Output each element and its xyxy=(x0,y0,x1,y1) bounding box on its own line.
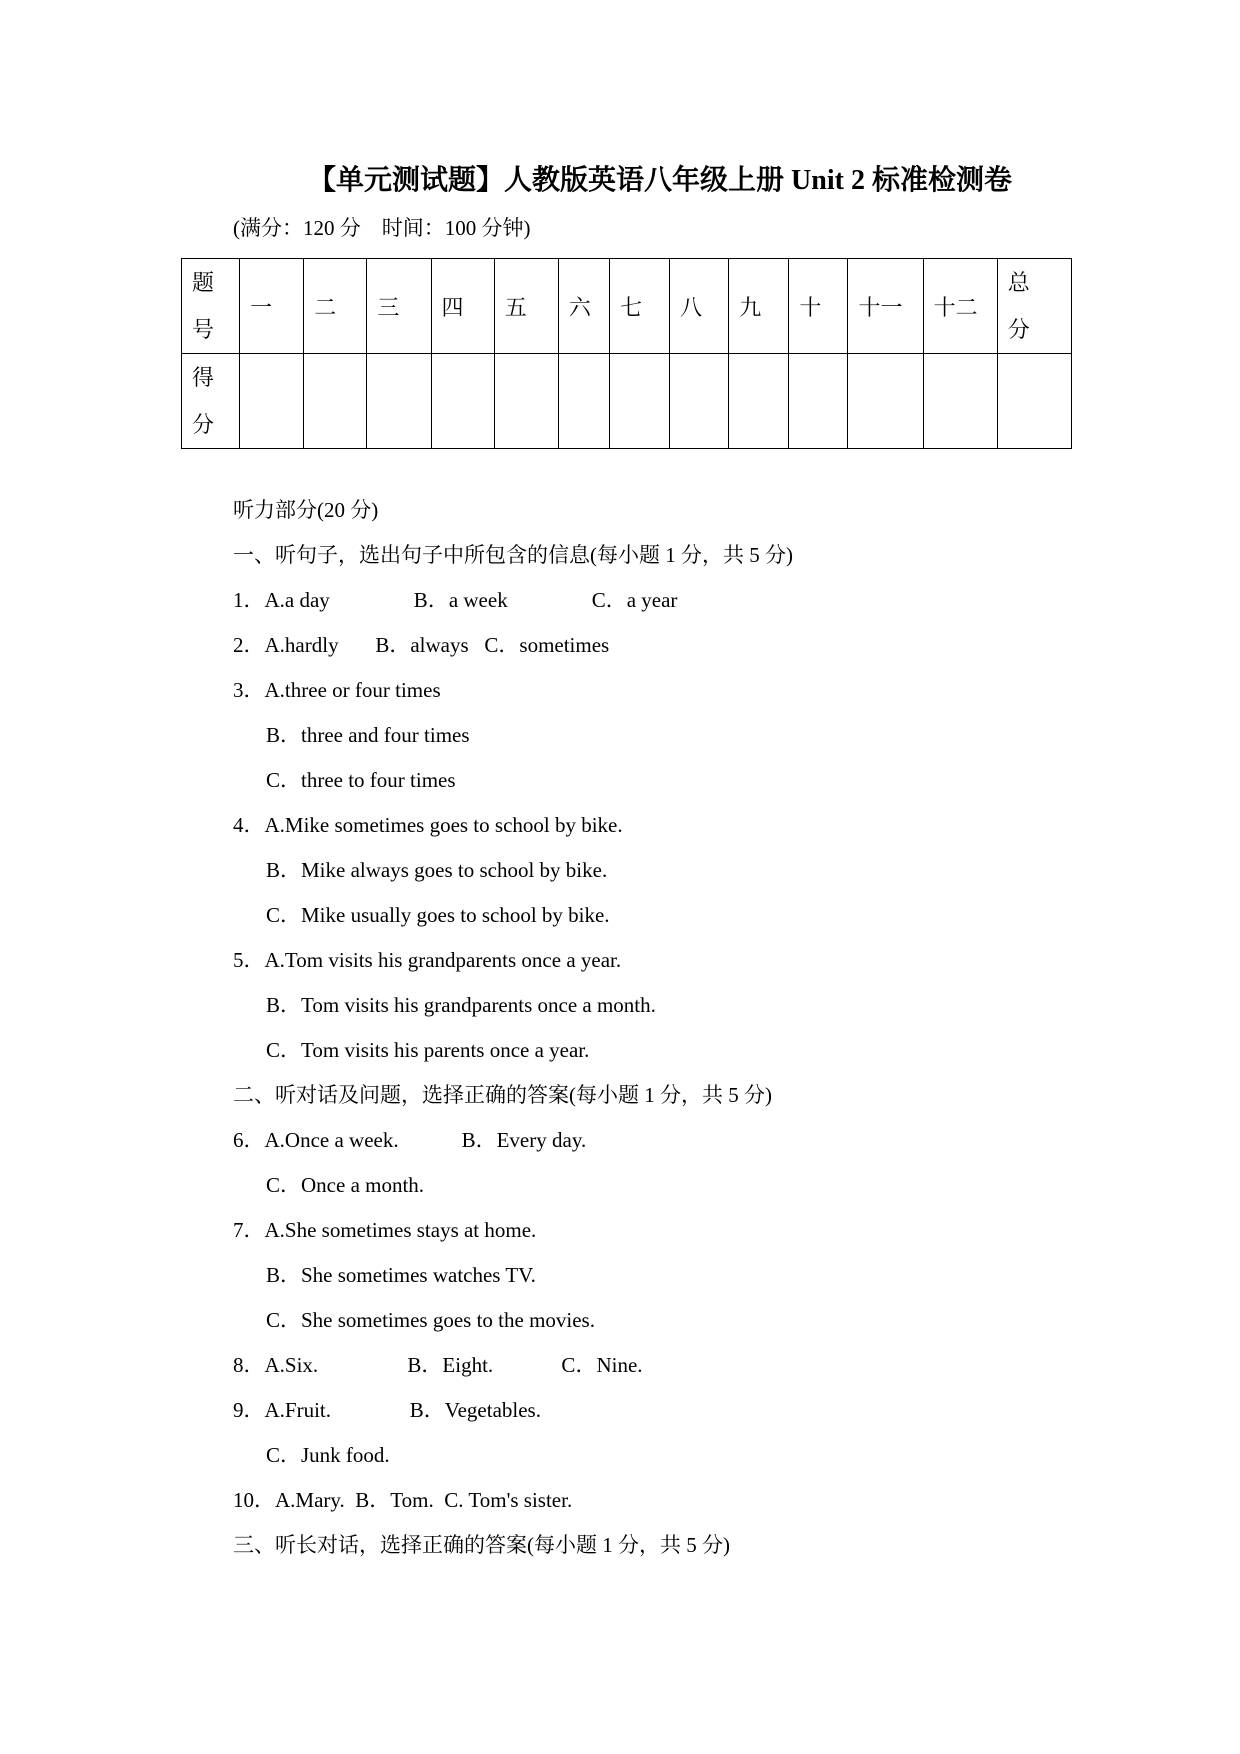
section-col-header: 四 xyxy=(431,259,494,354)
score-cell[interactable] xyxy=(494,354,558,449)
question-option: C．Mike usually goes to school by bike. xyxy=(266,903,610,927)
section-col-header: 八 xyxy=(670,259,729,354)
score-table-score-row xyxy=(182,354,1072,449)
question: 3．A.three or four times xyxy=(233,678,441,702)
question: 1．A.a day B．a week C．a year xyxy=(233,588,678,612)
question: 6．A.Once a week. B．Every day. xyxy=(233,1128,587,1152)
section-col-header: 一 xyxy=(240,259,304,354)
question: 2．A.hardly B．always C．sometimes xyxy=(233,633,610,657)
exam-meta: (满分：120 分 时间：100 分钟) xyxy=(233,216,531,240)
section-col-header: 二 xyxy=(304,259,367,354)
section-col-header: 十一 xyxy=(848,259,923,354)
part-heading: 三、听长对话，选择正确的答案(每小题 1 分，共 5 分) xyxy=(233,1533,730,1557)
score-cell[interactable] xyxy=(789,354,848,449)
score-label xyxy=(182,354,240,449)
section-col-header: 三 xyxy=(367,259,431,354)
score-cell[interactable] xyxy=(304,354,367,449)
question: 5．A.Tom visits his grandparents once a year. xyxy=(233,948,622,972)
question: 10．A.Mary. B．Tom. C. Tom's sister. xyxy=(233,1488,573,1512)
section-col-header: 九 xyxy=(729,259,789,354)
score-cell[interactable] xyxy=(367,354,431,449)
label-bottom: 分 xyxy=(192,412,215,437)
section-col-header: 七 xyxy=(609,259,669,354)
question-option: C．Once a month. xyxy=(266,1173,425,1197)
page-title: 【单元测试题】人教版英语八年级上册 Unit 2 标准检测卷 xyxy=(308,165,1012,196)
total-top: 总 xyxy=(1007,270,1030,295)
total-label xyxy=(997,259,1071,354)
score-table-header-row xyxy=(182,259,1072,354)
label-bottom: 号 xyxy=(192,317,215,342)
question-number-label xyxy=(182,259,240,354)
section-col-header: 十二 xyxy=(923,259,997,354)
total-bottom: 分 xyxy=(1007,317,1030,342)
score-cell[interactable] xyxy=(240,354,304,449)
question-option: B．She sometimes watches TV. xyxy=(266,1263,536,1287)
question-option: B．Tom visits his grandparents once a month. xyxy=(266,993,656,1017)
question: 4．A.Mike sometimes goes to school by bike. xyxy=(233,813,623,837)
section-heading: 听力部分(20 分) xyxy=(233,498,379,522)
section-col-header: 十 xyxy=(789,259,848,354)
score-cell[interactable] xyxy=(558,354,609,449)
question-option: C．Tom visits his parents once a year. xyxy=(266,1038,590,1062)
label-top: 题 xyxy=(192,270,215,295)
question-option: C．She sometimes goes to the movies. xyxy=(266,1308,595,1332)
score-cell[interactable] xyxy=(848,354,923,449)
question: 7．A.She sometimes stays at home. xyxy=(233,1218,537,1242)
score-cell[interactable] xyxy=(997,354,1071,449)
exam-content xyxy=(233,490,1133,1570)
score-cell[interactable] xyxy=(670,354,729,449)
score-cell[interactable] xyxy=(923,354,997,449)
question-option: B．three and four times xyxy=(266,723,470,747)
section-col-header: 六 xyxy=(558,259,609,354)
label-top: 得 xyxy=(192,365,215,390)
score-table xyxy=(181,258,1072,449)
question-option: C．Junk food. xyxy=(266,1443,390,1467)
score-cell[interactable] xyxy=(729,354,789,449)
score-cell[interactable] xyxy=(609,354,669,449)
question-option: C．three to four times xyxy=(266,768,456,792)
question: 8．A.Six. B．Eight. C．Nine. xyxy=(233,1353,643,1377)
score-cell[interactable] xyxy=(431,354,494,449)
question: 9．A.Fruit. B．Vegetables. xyxy=(233,1398,541,1422)
part-heading: 一、听句子，选出句子中所包含的信息(每小题 1 分，共 5 分) xyxy=(233,543,793,567)
part-heading: 二、听对话及问题，选择正确的答案(每小题 1 分，共 5 分) xyxy=(233,1083,772,1107)
section-col-header: 五 xyxy=(494,259,558,354)
question-option: B．Mike always goes to school by bike. xyxy=(266,858,608,882)
